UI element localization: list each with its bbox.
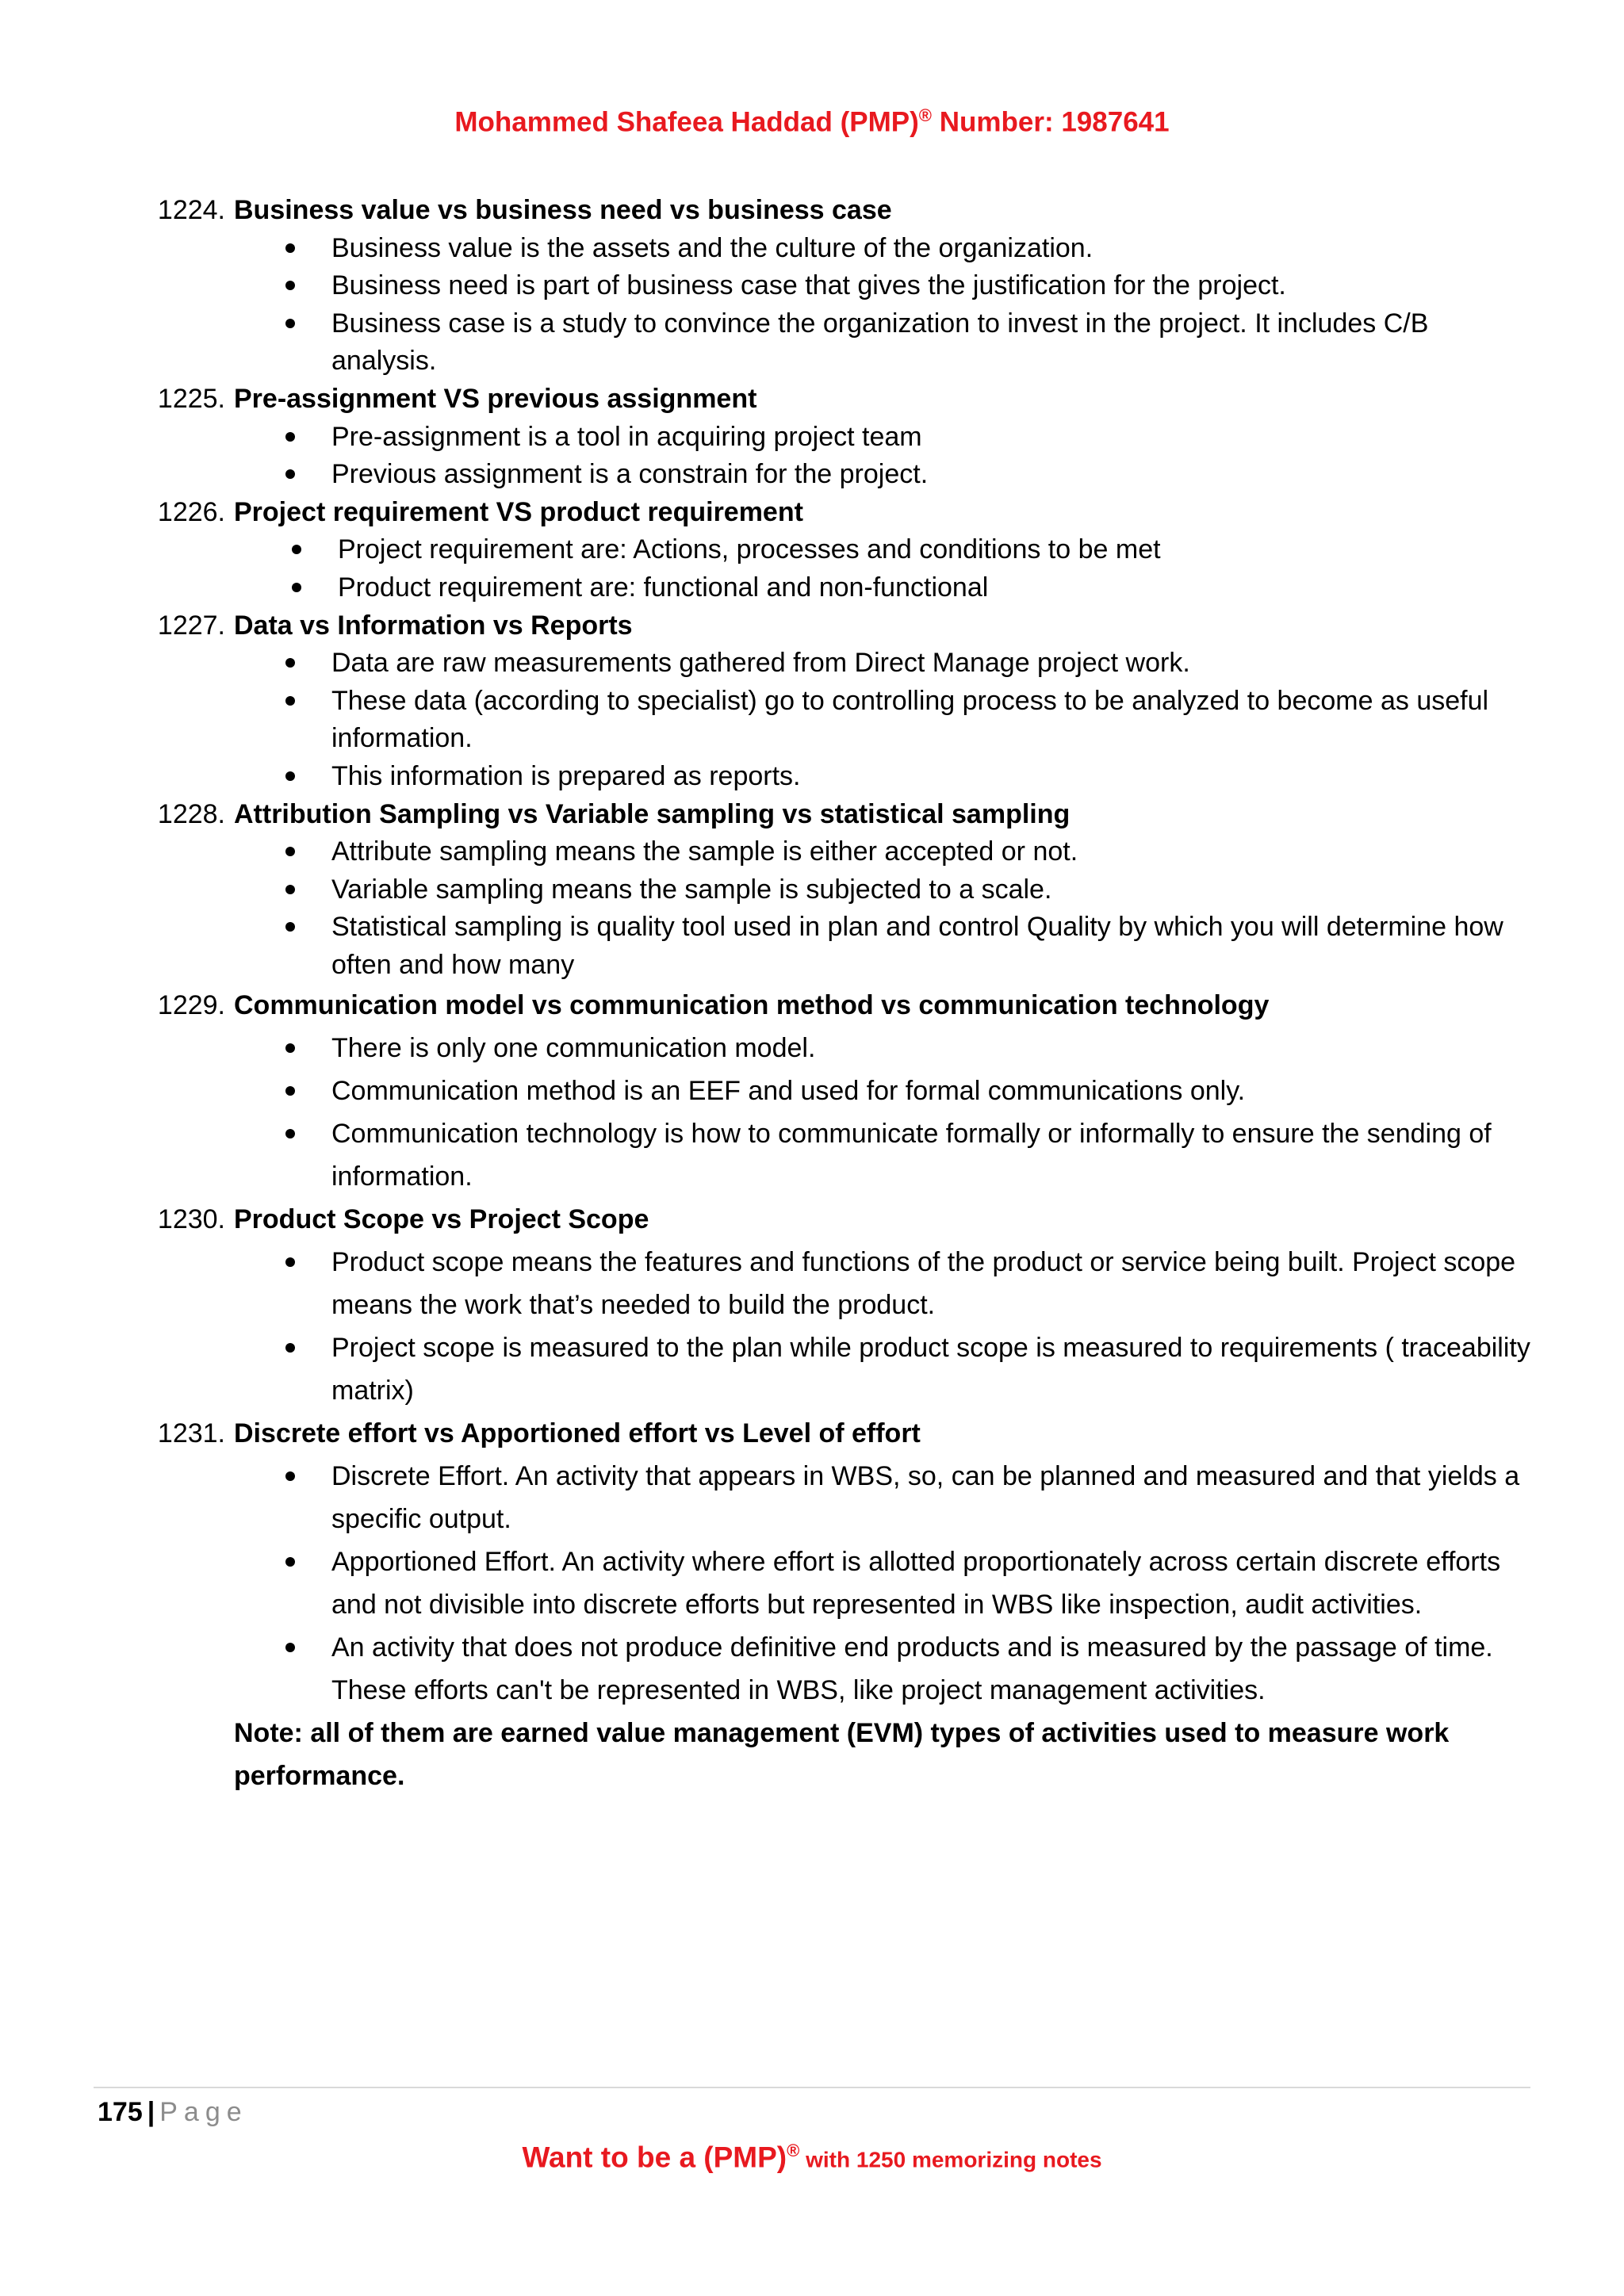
- item-number: 1226.: [157, 496, 225, 527]
- bullet-icon: [285, 1343, 295, 1353]
- bullet-text: Variable sampling means the sample is subjected to a scale.: [331, 874, 1052, 905]
- item-heading: Discrete effort vs Apportioned effort vs Level of effort: [234, 1418, 921, 1449]
- bullet-icon: [285, 1557, 295, 1567]
- bullet-item: [0, 1241, 1624, 1326]
- item-number: 1225.: [157, 383, 225, 414]
- item-number: 1230.: [157, 1204, 225, 1235]
- bullet-icon: [285, 1471, 295, 1481]
- bullet-list: [0, 1241, 1624, 1412]
- note-item-1230: [0, 1198, 1624, 1412]
- bullet-list: [0, 230, 1624, 381]
- bullet-icon: [285, 319, 295, 328]
- footer-title-main: Want to be a (PMP): [522, 2141, 787, 2174]
- bullet-item: [0, 645, 1624, 683]
- item-head: [0, 796, 1624, 834]
- page-number: 175: [98, 2097, 143, 2127]
- bullet-item: [0, 1626, 1624, 1712]
- bullet-text: Attribute sampling means the sample is either accepted or not.: [331, 836, 1078, 867]
- bullet-icon: [285, 696, 295, 706]
- bullet-text: There is only one communication model.: [331, 1033, 816, 1064]
- bullet-item: [0, 230, 1624, 268]
- author-name: Mohammed Shafeea Haddad (PMP): [454, 106, 919, 138]
- notes-list: [0, 192, 1624, 1797]
- evm-note: Note: all of them are earned value management (EVM) types of activities used to measure work performance.: [234, 1718, 1450, 1792]
- note-item-1231: [0, 1412, 1624, 1712]
- bullet-icon: [285, 658, 295, 668]
- item-heading: Product Scope vs Project Scope: [234, 1204, 649, 1235]
- bullet-text: Project requirement are: Actions, processes and conditions to be met: [338, 534, 1161, 565]
- bullet-text: Pre-assignment is a tool in acquiring project team: [331, 421, 922, 452]
- bullet-icon: [292, 545, 301, 554]
- note-item-1229: [0, 984, 1624, 1198]
- item-head: [0, 984, 1624, 1027]
- bullet-icon: [285, 885, 295, 894]
- bullet-item: [0, 1027, 1624, 1070]
- item-head: [0, 1198, 1624, 1241]
- bullet-text: Data are raw measurements gathered from Direct Manage project work.: [331, 648, 1190, 679]
- bullet-icon: [285, 1043, 295, 1053]
- bullet-item: [0, 569, 1624, 607]
- bullet-text: Business value is the assets and the culture of the organization.: [331, 232, 1094, 263]
- bullet-list: [0, 1455, 1624, 1712]
- bullet-text: An activity that does not produce definitive end products and is measured by the passage of time. These efforts can't be represented in WBS, like project management activities.: [331, 1632, 1493, 1706]
- bullet-list: [0, 531, 1624, 607]
- bullet-text: Business need is part of business case that gives the justification for the project.: [331, 270, 1286, 301]
- bullet-text: Project scope is measured to the plan while product scope is measured to requirements ( traceability matrix): [331, 1333, 1530, 1406]
- bullet-icon: [285, 922, 295, 932]
- note-item-1227: [0, 607, 1624, 796]
- bullet-icon: [285, 771, 295, 781]
- registered-mark: ®: [918, 105, 932, 125]
- bullet-item: [0, 531, 1624, 569]
- bullet-item: [0, 871, 1624, 909]
- bullet-text: Product requirement are: functional and non-functional: [338, 572, 989, 603]
- page-separator: |: [147, 2097, 155, 2127]
- bullet-item: [0, 419, 1624, 457]
- bullet-list: [0, 419, 1624, 494]
- page-number-line: [98, 2095, 248, 2130]
- note-item-1224: [0, 192, 1624, 381]
- bullet-icon: [292, 583, 301, 592]
- note-item-1228: [0, 796, 1624, 985]
- bullet-item: [0, 305, 1624, 381]
- footer-registered-mark: ®: [787, 2141, 800, 2160]
- bullet-list: [0, 1027, 1624, 1198]
- item-number: 1229.: [157, 990, 225, 1021]
- bullet-icon: [285, 469, 295, 479]
- header-title: [0, 98, 1624, 140]
- page-word: Page: [159, 2097, 248, 2127]
- bullet-text: This information is prepared as reports.: [331, 760, 801, 791]
- bullet-icon: [285, 1086, 295, 1096]
- bullet-item: [0, 267, 1624, 305]
- item-number: 1231.: [157, 1418, 225, 1449]
- bullet-item: [0, 1112, 1624, 1198]
- spaced-section: [0, 984, 1624, 1712]
- item-heading: Business value vs business need vs business case: [234, 195, 892, 225]
- item-heading: Data vs Information vs Reports: [234, 610, 633, 641]
- bullet-text: Communication method is an EEF and used for formal communications only.: [331, 1076, 1246, 1107]
- item-head: [0, 607, 1624, 645]
- item-head: [0, 192, 1624, 230]
- bullet-text: Product scope means the features and functions of the product or service being built. Project scope means the work that’s needed to build the product.: [331, 1247, 1516, 1321]
- bullet-item: [0, 456, 1624, 494]
- bullet-text: Previous assignment is a constrain for the project.: [331, 459, 929, 490]
- bullet-item: [0, 758, 1624, 796]
- bullet-item: [0, 1326, 1624, 1412]
- bullet-item: [0, 833, 1624, 871]
- item-heading: Pre-assignment VS previous assignment: [234, 383, 757, 414]
- bullet-icon: [285, 1257, 295, 1267]
- pmp-number: Number: 1987641: [932, 106, 1170, 138]
- bullet-icon: [285, 281, 295, 290]
- bullet-item: [0, 909, 1624, 984]
- item-number: 1228.: [157, 798, 225, 829]
- item-number: 1224.: [157, 195, 225, 225]
- bullet-icon: [285, 432, 295, 442]
- item-heading: Project requirement VS product requirement: [234, 496, 803, 527]
- footer-title: [0, 2133, 1624, 2178]
- bullet-text: Communication technology is how to communicate formally or informally to ensure the sending of information.: [331, 1119, 1492, 1192]
- note-item-1225: [0, 381, 1624, 494]
- footer-subtitle: with 1250 memorizing notes: [799, 2147, 1102, 2172]
- bullet-item: [0, 1455, 1624, 1540]
- bullet-icon: [285, 1129, 295, 1138]
- bullet-text: Discrete Effort. An activity that appears in WBS, so, can be planned and measured and that yields a specific output.: [331, 1461, 1520, 1535]
- item-heading: Attribution Sampling vs Variable sampling vs statistical sampling: [234, 798, 1071, 829]
- bullet-icon: [285, 243, 295, 253]
- bullet-icon: [285, 847, 295, 856]
- bullet-item: [0, 1070, 1624, 1112]
- footer-divider: [94, 2087, 1530, 2088]
- item-number: 1227.: [157, 610, 225, 641]
- bullet-text: These data (according to specialist) go to controlling process to be analyzed to become as useful information.: [331, 685, 1489, 754]
- bullet-text: Business case is a study to convince the organization to invest in the project. It includes C/B analysis.: [331, 308, 1429, 377]
- bullet-item: [0, 1540, 1624, 1626]
- bullet-text: Apportioned Effort. An activity where effort is allotted proportionately across certain discrete efforts and not divisible into discrete efforts but represented in WBS like inspection, audit activities.: [331, 1547, 1501, 1621]
- bullet-text: Statistical sampling is quality tool used in plan and control Quality by which you will determine how often and how many: [331, 912, 1503, 980]
- item-head: [0, 494, 1624, 532]
- item-heading: Communication model vs communication method vs communication technology: [234, 990, 1270, 1021]
- bullet-list: [0, 833, 1624, 984]
- bullet-icon: [285, 1643, 295, 1652]
- item-head: [0, 381, 1624, 419]
- item-head: [0, 1412, 1624, 1455]
- note-item-1226: [0, 494, 1624, 607]
- bullet-list: [0, 645, 1624, 795]
- bullet-item: [0, 683, 1624, 758]
